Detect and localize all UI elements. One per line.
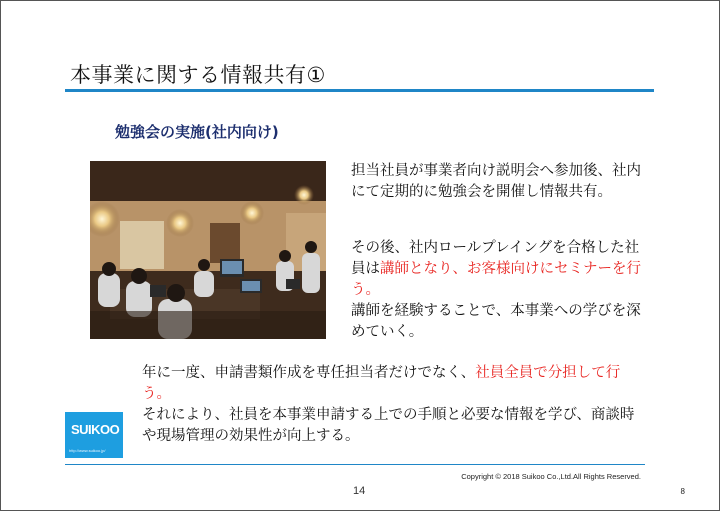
slide-number: 8: [680, 487, 685, 496]
section-subtitle: 勉強会の実施(社内向け): [115, 123, 279, 141]
suikoo-logo: [65, 412, 123, 458]
paragraph-role-play-highlight: 講師となり、お客様向けにセミナーを行う。: [351, 261, 641, 298]
footer-divider: [65, 464, 645, 465]
study-session-photo-graphic: [90, 161, 326, 339]
title-underline: [65, 89, 654, 92]
paragraph-annual-text: 年に一度、申請書類作成を専任担当者だけでなく、: [142, 365, 476, 381]
logo-text: SUIKOO: [71, 422, 120, 437]
paragraph-annual-application: [142, 363, 642, 447]
logo-url: http://www.suikoo.jp/: [69, 448, 106, 453]
page-number: 14: [353, 485, 366, 497]
paragraph-study-session: 担当社員が事業者向け説明会へ参加後、社内にて定期的に勉強会を開催し情報共有。: [351, 163, 641, 200]
paragraph-annual-highlight: 社員全員で分担して行う。: [142, 365, 621, 402]
paragraph-role-play-text: その後、社内ロールプレイングを合格した社員は: [351, 240, 640, 277]
paragraph-role-play-followup: 講師を経験することで、本事業への学びを深めていく。: [351, 303, 641, 340]
paragraph-role-play: [351, 238, 643, 343]
study-session-photo: [90, 161, 326, 339]
paragraph-annual-followup: それにより、社員を本事業申請する上での手順と必要な情報を学び、商談時や現場管理の効果性が向上する。: [142, 407, 635, 444]
slide-title: 本事業に関する情報共有①: [70, 63, 326, 87]
copyright-text: Copyright © 2018 Suikoo Co.,Ltd.All Rights Reserved.: [461, 472, 641, 481]
